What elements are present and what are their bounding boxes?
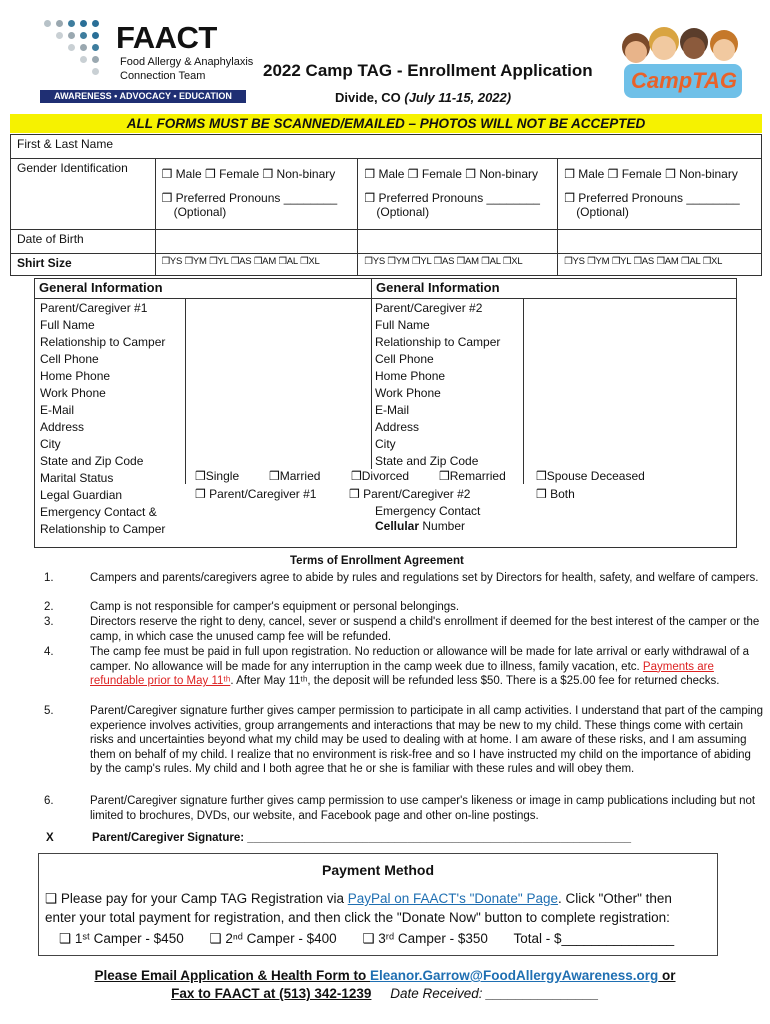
org-line1: Food Allergy & Anaphylaxis — [120, 56, 254, 68]
column-divider — [185, 298, 186, 484]
camp-dates: (July 11-15, 2022) — [404, 90, 512, 105]
field-label: Full Name — [375, 318, 430, 332]
payment-options — [59, 931, 696, 947]
paypal-link[interactable]: PayPal on FAACT's "Donate" Page — [347, 891, 559, 906]
term-text: Campers and parents/caregivers agree to abide by rules and regulations set by Directors for health, safety, and welfare of campers. — [90, 572, 759, 584]
general-information-box — [34, 278, 737, 548]
shirt-options[interactable]: ❒YS ❒YM ❒YL ❒AS ❒AM ❒AL ❒XL — [358, 254, 558, 276]
dob-input[interactable] — [358, 230, 558, 254]
field-label: State and Zip Code — [40, 454, 144, 468]
camper2-fee-checkbox[interactable]: ❑ 2ⁿᵈ Camper - $400 — [209, 931, 337, 946]
field-label: State and Zip Code — [375, 454, 479, 468]
camp-location: Divide, CO — [335, 90, 401, 105]
gender-cell[interactable] — [358, 159, 558, 230]
marital-deceased-checkbox[interactable]: ❒Spouse Deceased — [536, 469, 645, 483]
term-number: 6. — [44, 795, 54, 807]
table-row — [11, 135, 762, 159]
camp-logo-text: CampTAG — [631, 68, 737, 93]
number-text: Number — [419, 519, 466, 533]
pronouns-optional: (Optional) — [576, 205, 629, 219]
email-link[interactable]: Eleanor.Garrow@FoodAllergyAwareness.org — [370, 968, 659, 983]
field-label: Emergency Contact & — [40, 505, 157, 519]
pronouns-field[interactable]: ❒ Preferred Pronouns ________ — [161, 191, 338, 205]
payment-heading: Payment Method — [321, 862, 434, 878]
payment-text-b: . Click "Other" then enter your total payment for registration, and then click the "Donate Now" button to complete registration: — [45, 891, 672, 925]
guardian-both-checkbox[interactable]: ❒ Both — [536, 487, 575, 501]
gender-options[interactable]: ❒ Male ❒ Female ❒ Non-binary — [364, 167, 539, 181]
field-label: Work Phone — [40, 386, 106, 400]
pronouns-field[interactable]: ❒ Preferred Pronouns ________ — [564, 191, 740, 205]
center-divider — [371, 279, 372, 469]
general-info-heading-left: General Information — [35, 280, 372, 299]
shirt-options[interactable]: ❒YS ❒YM ❒YL ❒AS ❒AM ❒AL ❒XL — [558, 254, 762, 276]
fax-number: Fax to FAACT at (513) 342-1239 — [171, 986, 372, 1001]
field-label: E-Mail — [40, 403, 75, 417]
terms-title: Terms of Enrollment Agreement — [290, 555, 464, 567]
marital-remarried-checkbox[interactable]: ❒Remarried — [439, 469, 506, 483]
field-label: Parent/Caregiver #1 — [40, 301, 148, 315]
guardian-parent1-checkbox[interactable]: ❒ Parent/Caregiver #1 — [195, 487, 317, 501]
field-label: Parent/Caregiver #2 — [375, 301, 483, 315]
org-line2: Connection Team — [120, 70, 206, 82]
field-label: Relationship to Camper — [40, 522, 166, 536]
term-number: 3. — [44, 616, 54, 628]
term-text-b: . After May 11ᵗʰ, the deposit will be refunded less $50. There is a $25.00 fee for returned checks. — [230, 675, 720, 688]
payment-text-a[interactable]: ❑ Please pay for your Camp TAG Registration via — [45, 891, 348, 906]
term-number: 4. — [44, 646, 54, 658]
field-label: City — [375, 437, 396, 451]
marital-married-checkbox[interactable]: ❒Married — [269, 469, 321, 483]
field-label: Home Phone — [375, 369, 446, 383]
emergency-contact-label: Emergency Contact — [375, 504, 481, 518]
field-label: Marital Status — [40, 471, 114, 485]
camper1-fee-checkbox[interactable]: ❑ 1ˢᵗ Camper - $450 — [59, 931, 184, 946]
guardian-parent2-checkbox[interactable]: ❒ Parent/Caregiver #2 — [349, 487, 471, 501]
gender-cell[interactable] — [155, 159, 358, 230]
term-text: Directors reserve the right to deny, cancel, sever or suspend a child's enrollment if deemed for the best interest of the camper or the camp, in which case the unused camp fee will be refunded. — [90, 616, 760, 643]
org-fullname — [120, 55, 253, 83]
table-row — [11, 159, 762, 230]
term-number: 1. — [44, 572, 54, 584]
page-title: 2022 Camp TAG - Enrollment Application — [263, 61, 593, 80]
payment-method-box — [38, 853, 718, 956]
field-label: Full Name — [40, 318, 95, 332]
field-label: City — [40, 437, 61, 451]
date-received-field[interactable]: Date Received: _______________ — [390, 986, 599, 1001]
term-number: 2. — [44, 601, 54, 613]
camper3-fee-checkbox[interactable]: ❑ 3ʳᵈ Camper - $350 — [362, 931, 488, 946]
pronouns-optional: (Optional) — [376, 205, 430, 219]
footer-text: or — [658, 968, 676, 983]
gender-label: Gender Identification — [11, 159, 156, 230]
shirt-options[interactable]: ❒YS ❒YM ❒YL ❒AS ❒AM ❒AL ❒XL — [155, 254, 358, 276]
name-label: First & Last Name — [11, 135, 762, 159]
field-label: Relationship to Camper — [375, 335, 501, 349]
field-label: E-Mail — [375, 403, 410, 417]
column-divider — [523, 298, 524, 484]
footer-fax-line — [0, 985, 770, 1003]
marital-divorced-checkbox[interactable]: ❒Divorced — [351, 469, 410, 483]
cellular-bold: Cellular — [375, 519, 420, 533]
field-label: Address — [40, 420, 85, 434]
org-tagline: AWARENESS • ADVOCACY • EDUCATION — [40, 90, 246, 103]
gender-options[interactable]: ❒ Male ❒ Female ❒ Non-binary — [161, 167, 336, 181]
faact-logo-dots — [44, 20, 116, 82]
camp-location-dates — [335, 90, 511, 105]
payment-instructions — [45, 889, 705, 927]
signature-label[interactable]: Parent/Caregiver Signature: ____________________________________________________________ — [92, 832, 632, 844]
pronouns-optional: (Optional) — [173, 205, 227, 219]
parent2-field-list — [375, 300, 500, 470]
refund-deadline: Payments are refundable prior to May 11ᵗʰ — [90, 660, 714, 688]
term-text: Parent/Caregiver signature further gives camp permission to use camper's likeness or image in camp publications including but not limited to brochures, DVDs, our website, and Facebook page and other on-line postings. — [90, 795, 756, 822]
submission-banner: ALL FORMS MUST BE SCANNED/EMAILED – PHOTOS WILL NOT BE ACCEPTED — [10, 114, 762, 133]
term-number: 5. — [44, 705, 54, 717]
marital-single-checkbox[interactable]: ❒Single — [195, 469, 240, 483]
table-row — [11, 254, 762, 276]
general-info-heading-right: General Information — [371, 280, 737, 299]
footer-text: Please Email Application & Health Form to — [94, 968, 371, 983]
camper-table — [10, 134, 762, 276]
cellular-number-label — [375, 519, 465, 533]
total-field[interactable]: Total - $_______________ — [513, 931, 675, 946]
field-label: Cell Phone — [40, 352, 99, 366]
term-text — [90, 645, 766, 689]
shirt-label: Shirt Size — [11, 254, 156, 276]
field-label: Work Phone — [375, 386, 441, 400]
parent1-field-list — [40, 300, 165, 538]
term-text-a: The camp fee must be paid in full upon registration. No reduction or allowance will be made for late arrival or early withdrawal of a camper. No allowance will be made for any interruption in the camp week due to illness, family vacation, etc. — [90, 646, 750, 673]
gender-cell[interactable] — [558, 159, 762, 230]
org-name: FAACT — [116, 20, 217, 55]
dob-label: Date of Birth — [11, 230, 156, 254]
signature-line[interactable] — [46, 832, 632, 844]
field-label: Cell Phone — [375, 352, 434, 366]
field-label: Home Phone — [40, 369, 111, 383]
dob-input[interactable] — [155, 230, 358, 254]
field-label: Relationship to Camper — [40, 335, 166, 349]
term-text: Parent/Caregiver signature further gives camper permission to participate in all camp activities. I understand that part of the camping experience involves activities, group arrangements and interactions that may be new to my child. These things come with certain risks and uncertainties beyond what my child may be used to dealing with at home. I am aware of these risks, and I am assuming them on behalf of my child. I realize that no environment is risk-free and so I have instructed my child on the importance of abiding by the camp's rules. My child and I both agree that he or she is familiar with these rules and will obey them. — [90, 705, 764, 776]
pronouns-field[interactable]: ❒ Preferred Pronouns ________ — [364, 191, 540, 205]
dob-input[interactable] — [558, 230, 762, 254]
footer-email-line — [0, 967, 770, 985]
field-label: Legal Guardian — [40, 488, 123, 502]
term-text: Camp is not responsible for camper's equipment or personal belongings. — [90, 601, 460, 613]
field-label: Address — [375, 420, 420, 434]
table-row — [11, 230, 762, 254]
gender-options[interactable]: ❒ Male ❒ Female ❒ Non-binary — [564, 167, 738, 181]
signature-mark: X — [46, 832, 54, 844]
camp-tag-logo — [616, 12, 758, 102]
submission-footer — [0, 967, 770, 1003]
